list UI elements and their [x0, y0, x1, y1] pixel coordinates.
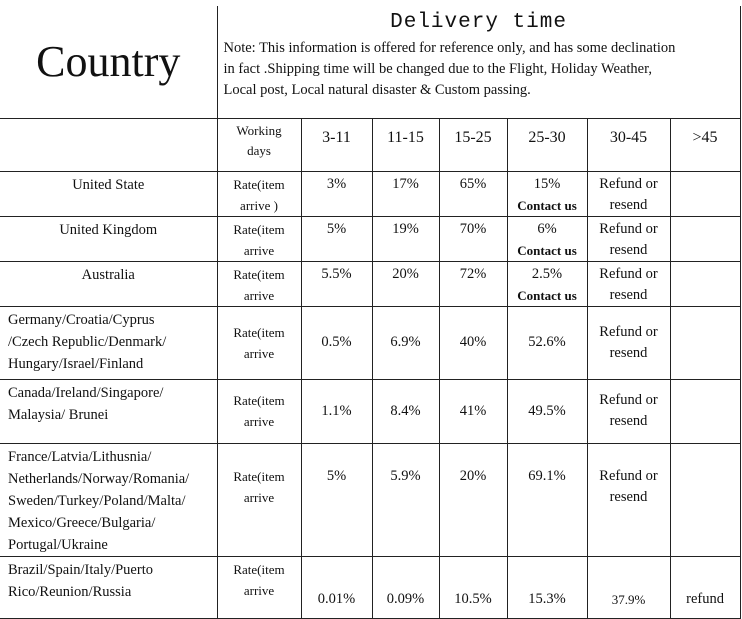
value-cell: 5% [301, 443, 372, 556]
value-cell [670, 216, 740, 261]
value-cell: 5.5% [301, 261, 372, 306]
value-cell: 40% [439, 306, 507, 379]
value-cell: 65% [439, 171, 507, 216]
rate-label: Rate(item arrive [217, 261, 301, 306]
range-header: 30-45 [587, 118, 670, 171]
value-cell: 0.09% [372, 556, 439, 618]
value-cell: 17% [372, 171, 439, 216]
value-cell: 3% [301, 171, 372, 216]
value-cell [670, 379, 740, 443]
value-cell [670, 443, 740, 556]
rate-label: Rate(item arrive [217, 379, 301, 443]
header-blank [0, 118, 217, 171]
refund-cell: Refund or resend [587, 261, 670, 306]
country-cell: Germany/Croatia/Cyprus /Czech Republic/Denmark/ Hungary/Israel/Finland [0, 306, 217, 379]
country-cell: Brazil/Spain/Italy/Puerto Rico/Reunion/Russia [0, 556, 217, 618]
delivery-time-table [0, 6, 741, 619]
contact-us-label: Contact us [517, 287, 577, 303]
value-cell: 19% [372, 216, 439, 261]
value-cell: 41% [439, 379, 507, 443]
country-cell: Canada/Ireland/Singapore/ Malaysia/ Brunei [0, 379, 217, 443]
value-cell: 52.6% [507, 306, 587, 379]
refund-cell: Refund or resend [587, 171, 670, 216]
value-cell: 20% [439, 443, 507, 556]
value-cell: 5% [301, 216, 372, 261]
value-cell: 37.9% [587, 556, 670, 618]
refund-cell: Refund or resend [587, 443, 670, 556]
country-cell: Australia [0, 261, 217, 306]
value-cell [670, 306, 740, 379]
refund-cell: Refund or resend [587, 306, 670, 379]
range-header: >45 [670, 118, 740, 171]
delivery-time-title: Delivery time [217, 6, 740, 38]
note-line: Local post, Local natural disaster & Custom passing. [223, 82, 531, 98]
value-cell: 69.1% [507, 443, 587, 556]
table-row [0, 306, 740, 379]
range-header: 15-25 [439, 118, 507, 171]
contact-us-label: Contact us [517, 242, 577, 258]
value-cell: 20% [372, 261, 439, 306]
value-cell: 70% [439, 216, 507, 261]
range-header: 11-15 [372, 118, 439, 171]
rate-label: Rate(item arrive [217, 556, 301, 618]
rate-label: Rate(item arrive [217, 216, 301, 261]
table-row [0, 379, 740, 443]
contact-us-label: Contact us [517, 197, 577, 213]
table-row [0, 443, 740, 556]
range-header: 3-11 [301, 118, 372, 171]
value-cell: 1.1% [301, 379, 372, 443]
reference-note [217, 38, 740, 118]
value-cell: 15.3% [507, 556, 587, 618]
country-cell: United State [0, 171, 217, 216]
value-cell: 6.9% [372, 306, 439, 379]
value-cell: 0.5% [301, 306, 372, 379]
value-cell: 2.5% Contact us [507, 261, 587, 306]
value-cell: 8.4% [372, 379, 439, 443]
country-cell: France/Latvia/Lithusnia/ Netherlands/Norway/Romania/ Sweden/Turkey/Poland/Malta/ Mexico/Greece/Bulgaria/ Portugal/Ukraine [0, 443, 217, 556]
value-cell: 6% Contact us [507, 216, 587, 261]
table-row [0, 171, 740, 216]
value-cell: 5.9% [372, 443, 439, 556]
rate-label: Rate(item arrive [217, 443, 301, 556]
working-days-header: Working days [217, 118, 301, 171]
rate-label: Rate(item arrive [217, 306, 301, 379]
country-cell: United Kingdom [0, 216, 217, 261]
value-cell: 15% Contact us [507, 171, 587, 216]
value-cell [670, 171, 740, 216]
value-cell: 49.5% [507, 379, 587, 443]
rate-label: Rate(item arrive ) [217, 171, 301, 216]
table-row [0, 216, 740, 261]
table-row [0, 261, 740, 306]
range-header: 25-30 [507, 118, 587, 171]
country-header: Country [0, 6, 217, 118]
table-row [0, 556, 740, 618]
value-cell [670, 261, 740, 306]
value-cell: 72% [439, 261, 507, 306]
refund-cell: Refund or resend [587, 379, 670, 443]
value-cell: 10.5% [439, 556, 507, 618]
note-line: in fact .Shipping time will be changed due to the Flight, Holiday Weather, [223, 61, 652, 77]
note-line: Note: This information is offered for reference only, and has some declination [223, 40, 676, 56]
refund-cell: refund [670, 556, 740, 618]
value-cell: 0.01% [301, 556, 372, 618]
refund-cell: Refund or resend [587, 216, 670, 261]
